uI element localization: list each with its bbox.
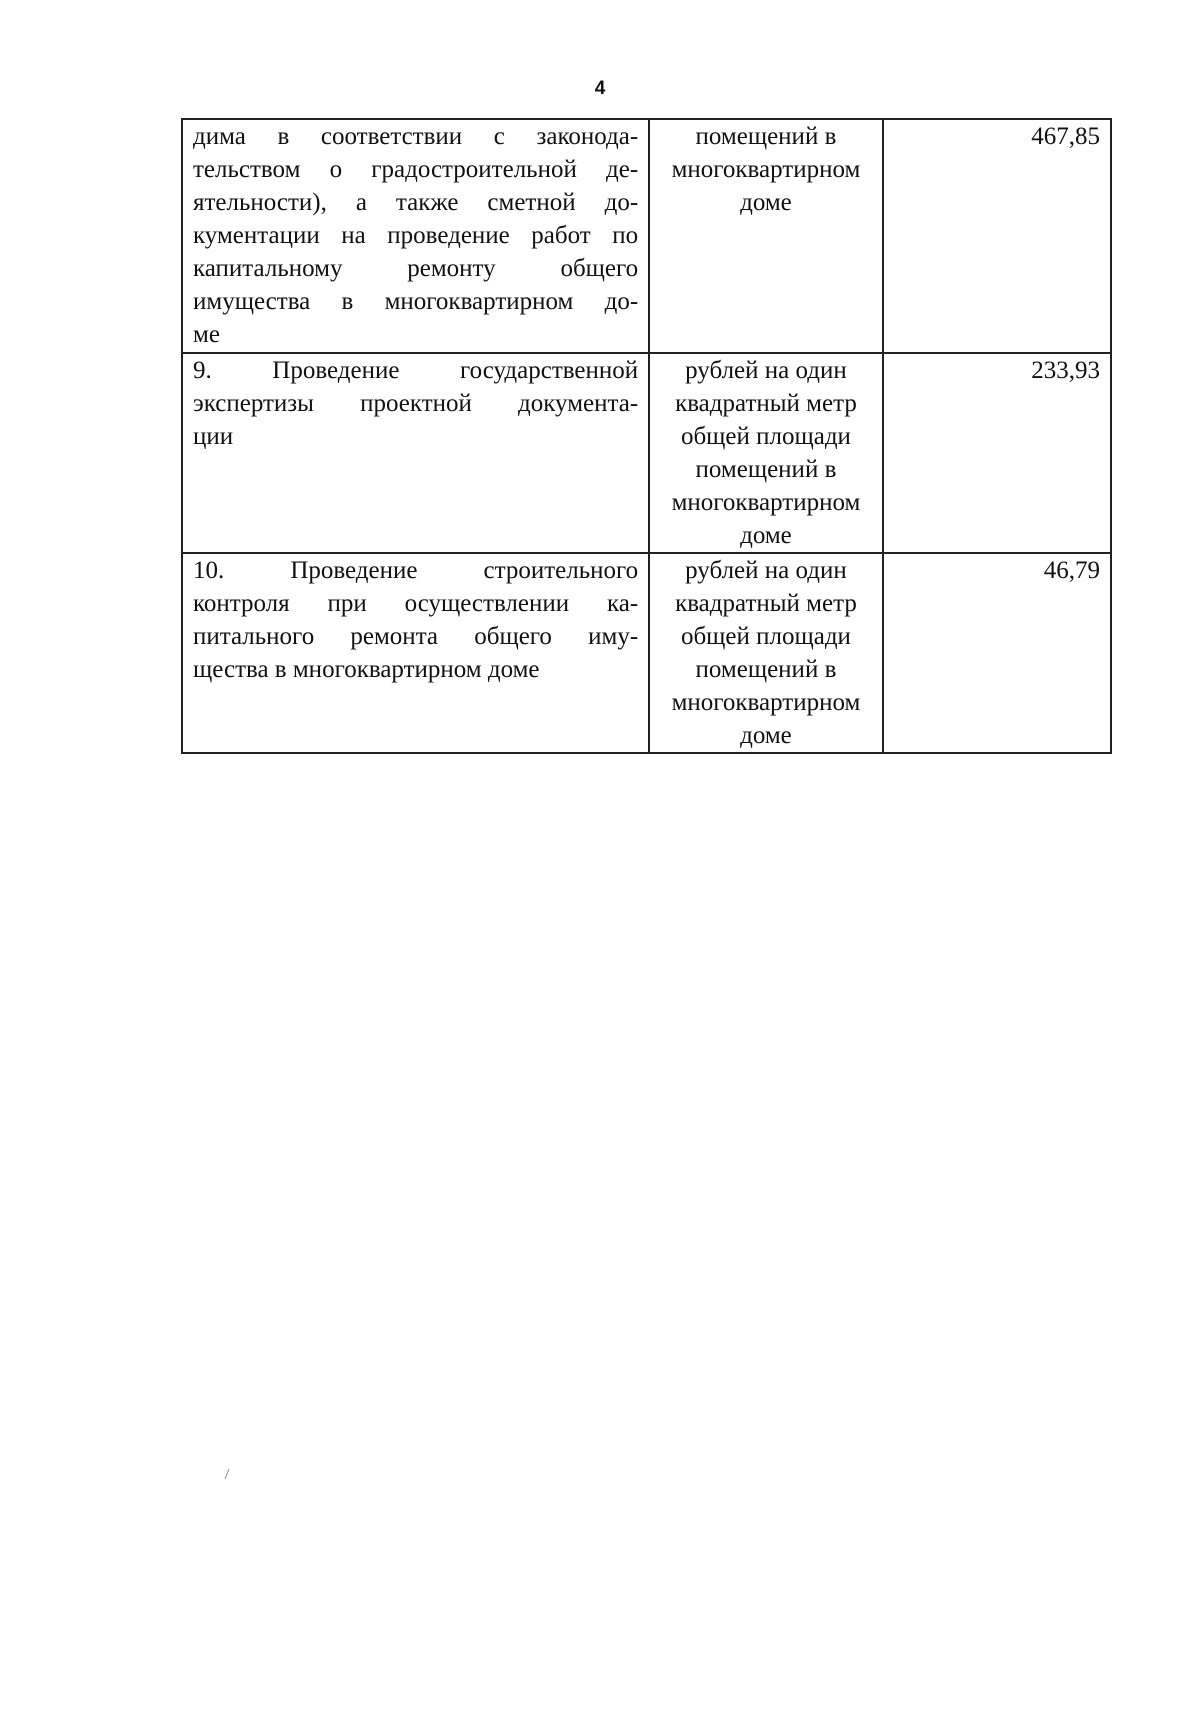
unit-line: доме [740, 522, 792, 549]
description-line: ме [193, 321, 220, 348]
unit-line: рублей на один [685, 557, 847, 584]
unit-line: квадратный метр [675, 590, 857, 617]
description-line: питального ремонта общего иму- [193, 623, 639, 650]
table-row [182, 353, 1111, 553]
row-unit [649, 553, 883, 753]
description-line: капитальному ремонту общего [193, 255, 639, 282]
description-line: щества в многоквартирном доме [193, 656, 540, 683]
description-line: тельством о градостроительной де- [193, 156, 639, 183]
unit-line: многоквартирном [671, 489, 861, 516]
description-line: 9. Проведение государственной [193, 357, 639, 384]
unit-line: доме [740, 189, 792, 216]
row-unit [649, 353, 883, 553]
row-value: 467,85 [883, 119, 1111, 353]
scan-speck-mark [224, 1468, 230, 1480]
unit-line: общей площади [680, 623, 851, 650]
unit-line: многоквартирном [671, 156, 861, 183]
description-line: дима в соответствии с законода- [193, 123, 639, 150]
unit-line: многоквартирном [671, 689, 861, 716]
row-value: 233,93 [883, 353, 1111, 553]
description-line: кументации на проведение работ по [193, 222, 639, 249]
description-line: контроля при осуществлении ка- [193, 590, 639, 617]
unit-line: общей площади [680, 423, 851, 450]
unit-line: квадратный метр [675, 390, 857, 417]
row-unit [649, 119, 883, 353]
table-row [182, 553, 1111, 753]
unit-line: рублей на один [685, 357, 847, 384]
unit-line: помещений в [695, 656, 837, 683]
unit-line: помещений в [695, 123, 837, 150]
unit-line: помещений в [695, 456, 837, 483]
unit-line: доме [740, 722, 792, 749]
description-line: ятельности), а также сметной до- [193, 189, 639, 216]
row-description [182, 119, 649, 353]
description-line: имущества в многоквартирном до- [193, 288, 639, 315]
table-row [182, 119, 1111, 353]
tariff-table [181, 118, 1112, 754]
row-value: 46,79 [883, 553, 1111, 753]
page-number: 4 [594, 78, 606, 99]
description-line: 10. Проведение строительного [193, 557, 639, 584]
description-line: ции [193, 423, 234, 450]
row-description [182, 553, 649, 753]
description-line: экспертизы проектной документа- [193, 390, 639, 417]
row-description [182, 353, 649, 553]
